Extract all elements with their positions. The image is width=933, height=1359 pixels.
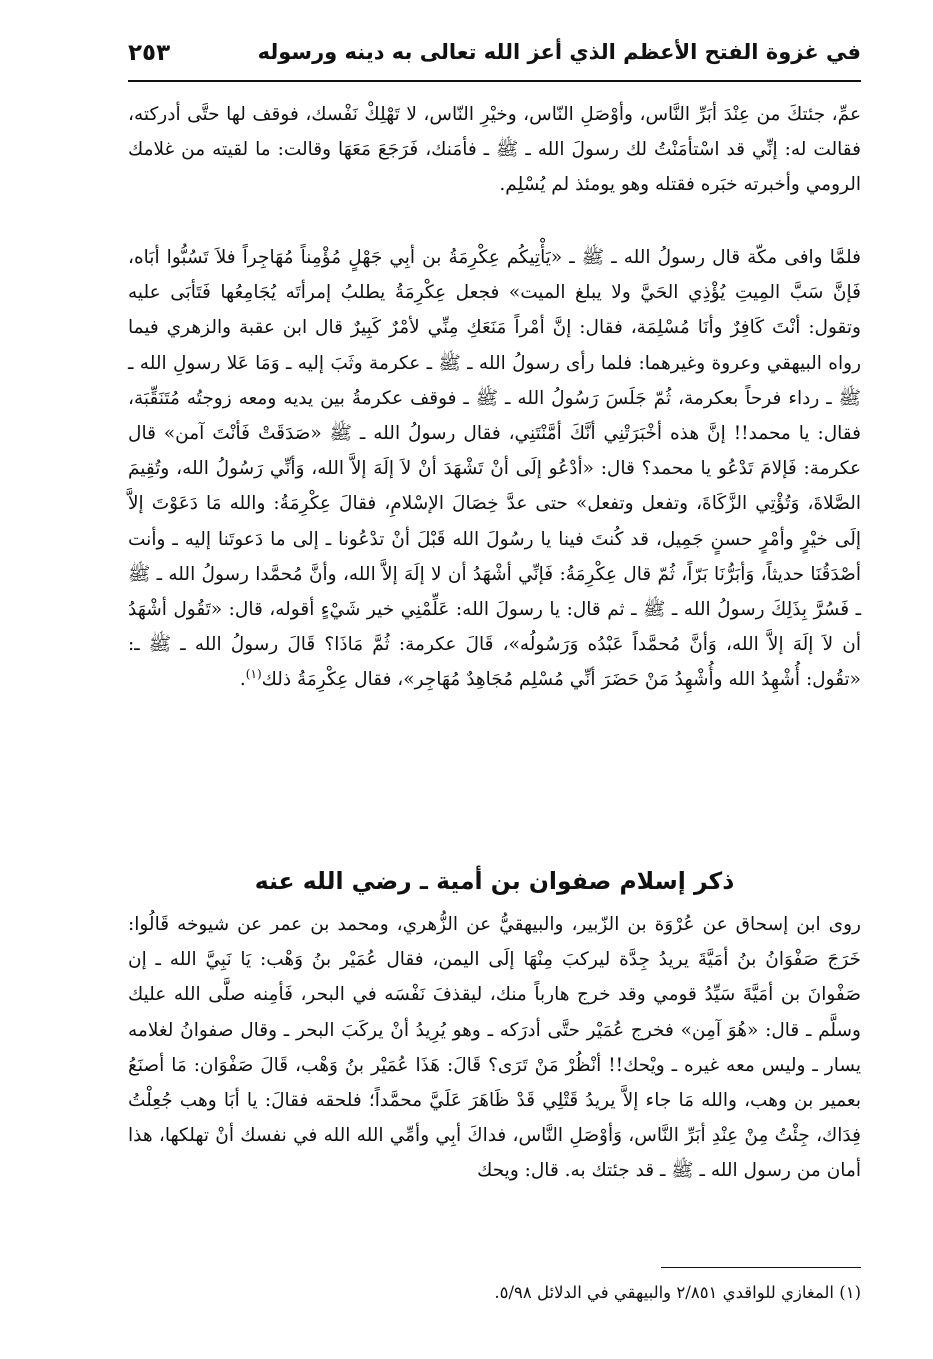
page-number: ٢٥٣ bbox=[128, 40, 171, 66]
paragraph-3 bbox=[128, 907, 861, 1189]
running-title: في غزوة الفتح الأعظم الذي أعز الله تعالى به دينه ورسوله bbox=[257, 40, 861, 64]
paragraph-2-end: . bbox=[239, 669, 246, 691]
footnote-marker: (١) bbox=[245, 667, 262, 682]
footnote-rule bbox=[661, 1267, 861, 1268]
footnote-text: المغازي للواقدي ٢/٨٥١ والبيهقي في الدلائل ٥/٩٨. bbox=[494, 1283, 834, 1302]
header-rule bbox=[128, 80, 861, 82]
footnote-1 bbox=[128, 1283, 861, 1302]
footnote-label: (١) bbox=[839, 1283, 861, 1302]
paragraph-1 bbox=[128, 97, 861, 203]
paragraph-2-text bbox=[128, 240, 861, 698]
paragraph-3-text: روى ابن إسحاق عن عُرْوَة بن الزّبير، والبيهقيُّ عن الزُّهري، ومحمد بن عمر عن شيوخه قَالُوا: خَرَجَ صَفْوَانُ بنُ أمَيَّةَ يريدُ جِدَّة ليركبَ مِنْهَا إلَى اليمن، فقال عُمَيْر بنُ وَهْب: يَا نَبِيَّ الله ـ إن صَفْوانَ بن أمَيَّةَ سَيِّدُ قومي وقد خرج هارباً منك، ليقذفَ نَفْسَه في البحر، فَأمِنه صلَّى الله عليك وسلَّم ـ قال: «هُوَ آمِن» فخرج عُمَيْر حتَّى أدرَكه ـ وهو يُرِيدُ أنْ يركَبَ البحر ـ وقال صفوانُ لغلامه يسار ـ وليس معه غيره ـ ويْحك!! أنْظُرْ مَنْ تَرَى؟ قَالَ: هَذَا عُمَيْر بنُ وَهْب، قَالَ صَفْوَان: مَا أصنَعُ بعمير بن وهب، والله مَا جاء إلاَّ يريدُ قَتْلِي قَدْ ظَاهَرَ عَلَيَّ محمَّداً؛ فلحقه فقالَ: يا أبَا وهب جُعِلْتُ فِدَاك، جِئْتُ مِنْ عِنْدِ أبَرِّ النَّاس، وَأوْصَلِ النَّاس، فداكَ أبِي وأمِّي الله الله في نفسك أنْ تهلكها، هذا أمان من رسول الله ـ ﷺ ـ قد جئتك به. قال: ويحك bbox=[128, 914, 861, 1182]
paragraph-2-body: فلمَّا وافى مكّة قال رسولُ الله ـ ﷺ ـ «يَأْتِيكُم عِكْرِمَةُ بن أبِي جَهْلٍ مُؤْمِناً مُهَاجِراً فلاَ تَسُبُّوا أبَاه، فَإنَّ سَبَّ المِيتِ يُؤْذِي الحَيَّ ولا يبلغ الميت» فجعل عِكْرِمَةُ يطلبُ إمرأتَه يُجَامِعُها فَتَأبَى عليه وتقول: أنْتَ كَافِرٌ وأنَا مُسْلِمَة، فقال: إنَّ أمْراً مَنَعَكِ مِنِّي لأمْرٌ كَبِيرٌ قال ابن عقبة والزهري فيما رواه البيهقي وعروة وغيرهما: فلما رأى رسولُ الله ـ ﷺ ـ عكرمة وثَبَ إليه ـ وَمَا عَلا رسولِ الله ـ ﷺ ـ رداء فرحاً بعكرمة، ثُمّ جَلَسَ رَسُولُ الله ـ ﷺ ـ فوقف عكرمةُ بين يديه ومعه زوجتُه مُتَنَقِّبَة، فقال: يا محمد!! إنَّ هذه أخْبَرَتْنِي أنَّكَ أمَّنْتَنِي، فقال رسولُ الله ـ ﷺ «صَدَقَتْ فَأنْتَ آمن» قال عكرمة: فَإلامَ تَدْعُو يا محمد؟ قال: «أدْعُو إلَى أنْ تَشْهَدَ أنْ لاَ إلَهَ إلاَّ الله، وَأنِّي رَسُولُ الله، وتُقِيمَ الصَّلاةَ، وَتُؤْتِي الزَّكَاةَ، وتفعل وتفعل» حتى عدَّ خِصَالَ الإسْلامِ، فقالَ عِكْرِمَةُ: والله مَا دَعَوْتَ إلاَّ إلَى خيْرٍ وأمْرٍ حسنٍ جَمِيل، قد كُنتَ فينا يا رسُولَ الله قَبْلَ أنْ تدْعُونا ـ إلى ما دَعوتَنا إليه ـ وأنت أصْدَقُنَا حديثاً، وَأبَرُّنَا بَرّاً، ثُمّ قال عِكْرِمَةُ: فَإنِّي أشْهَدُ أن لا إلَهَ إلاَّ الله، وأنَّ مُحمَّدا رسولُ الله ـ ﷺ ـ فَسُرَّ بِذَلِكَ رسولُ الله ـ ﷺ ـ ثم قال: يا رسولَ الله: عَلِّمْنِي خير شَيْءٍ أقوله، قال: «تَقُول أشْهَدُ أن لاَ إلَهَ إلاَّ الله، وَأنَّ مُحمَّداً عَبْدُه وَرَسُولُه»، قَالَ عكرمة: ثُمَّ مَاذَا؟ قَالَ رسولُ الله ـ ﷺ ـ: «تقُول: أُشْهِدُ الله وأُشْهِدُ مَنْ حَضَرَ أنِّي مُسْلِم مُجَاهِدٌ مُهَاجِر»، فقال عِكْرِمَةُ ذلك bbox=[128, 247, 861, 691]
paragraph-1-text: عمِّ، جئتكَ من عِنْدَ أبَرِّ النَّاس، وأوْصَلِ النّاس، وخيْرِ النّاس، لا تَهْلِكْ نَفْسك، فوقف لها حتَّى أدركته، فقالت له: إنِّي قد اسْتأمَنْتُ لك رسولَ الله ـ ﷺ ـ فأمَنك، فَرَجَعَ مَعَهَا وقالت: ما لقيته من غلامك الرومي وأخبرته خبَره فقتله وهو يومئذ لم يُسْلِم. bbox=[128, 104, 861, 196]
paragraph-2 bbox=[128, 240, 861, 698]
section-heading: ذكر إسلام صفوان بن أمية ـ رضي الله عنه bbox=[254, 866, 735, 895]
